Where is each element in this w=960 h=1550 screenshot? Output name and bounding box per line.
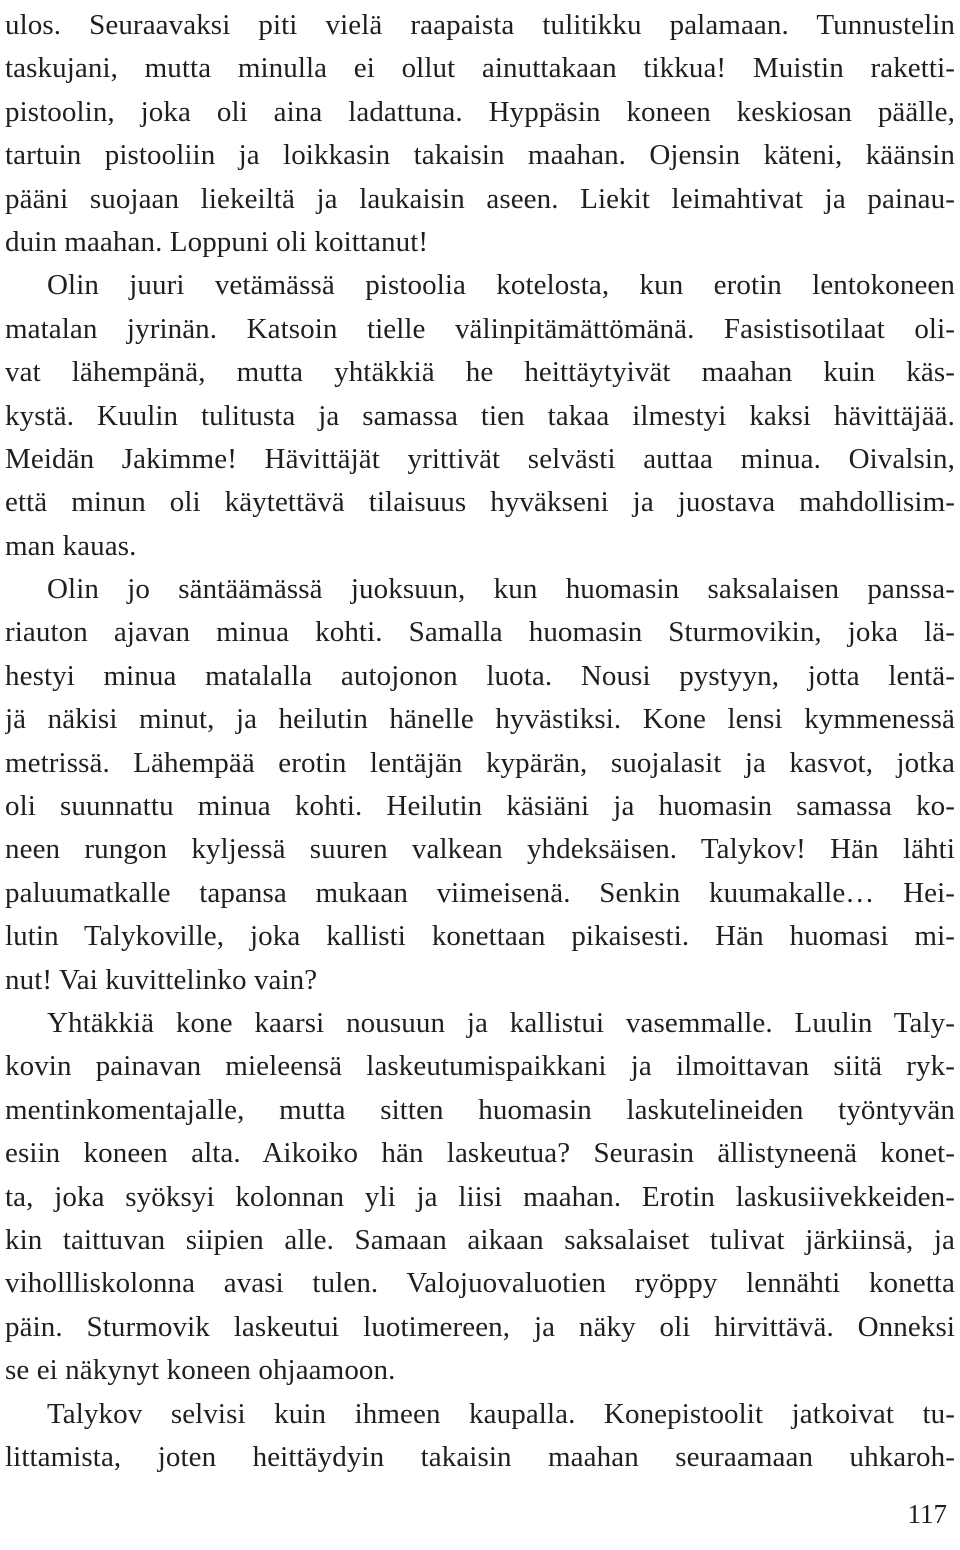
text-line: päin. Sturmovik laskeutui luotimereen, ja näky oli hirvittävä. Onneksi <box>5 1310 955 1343</box>
text-line: esiin koneen alta. Aikoiko hän laskeutua? Seurasin ällistyneenä konet- <box>5 1137 955 1170</box>
body-text <box>5 4 955 1479</box>
text-line: kovin painavan mieleensä laskeutumispaikkani ja ilmoittavan siitä ryk- <box>5 1050 955 1083</box>
text-line: ulos. Seuraavaksi piti vielä raapaista tulitikku palamaan. Tunnustelin <box>5 9 955 41</box>
text-line: nut! Vai kuvittelinko vain? <box>5 963 318 996</box>
text-line: kin taittuvan siipien alle. Samaan aikaan saksalaiset tulivat järkiinsä, ja <box>5 1223 955 1256</box>
text-line: hestyi minua matalalla autojonon luota. Nousi pystyyn, jotta lentä- <box>5 659 955 692</box>
text-line: pistoolin, joka oli aina ladattuna. Hyppäsin koneen keskiosan päälle, <box>5 95 955 128</box>
text-line: man kauas. <box>5 529 137 562</box>
text-line: tartuin pistooliin ja loikkasin takaisin maahan. Ojensin käteni, käänsin <box>5 139 955 172</box>
text-line: Talykov selvisi kuin ihmeen kaupalla. Konepistoolit jatkoivat tu- <box>47 1397 955 1430</box>
text-line: ta, joka syöksyi kolonnan yli ja liisi maahan. Erotin laskusiivekkeiden- <box>5 1180 955 1213</box>
text-line: mentinkomentajalle, mutta sitten huomasin laskutelineiden työntyvän <box>5 1093 955 1126</box>
text-line: Olin juuri vetämässä pistoolia kotelosta, kun erotin lentokoneen <box>47 269 955 302</box>
text-line: Meidän Jakimme! Hävittäjät yrittivät selvästi auttaa minua. Oivalsin, <box>5 442 955 475</box>
text-line: vat lähempänä, mutta yhtäkkiä he heittäytyivät maahan kuin käs- <box>5 356 955 389</box>
text-line: metrissä. Lähempää erotin lentäjän kypärän, suojalasit ja kasvot, jotka <box>5 746 955 779</box>
text-line: riauton ajavan minua kohti. Samalla huomasin Sturmovikin, joka lä- <box>5 616 955 649</box>
text-line: Yhtäkkiä kone kaarsi nousuun ja kallistui vasemmalle. Luulin Taly- <box>47 1006 955 1039</box>
text-line: että minun oli käytettävä tilaisuus hyväkseni ja juostava mahdollisim- <box>5 486 955 519</box>
text-line: jä näkisi minut, ja heilutin hänelle hyvästiksi. Kone lensi kymmenessä <box>5 703 955 736</box>
text-line: vihollliskolonna avasi tulen. Valojuovaluotien ryöppy lennähti konetta <box>5 1267 955 1300</box>
text-line: se ei näkynyt koneen ohjaamoon. <box>5 1354 396 1387</box>
text-line: matalan jyrinän. Katsoin tielle välinpitämättömänä. Fasistisotilaat oli- <box>5 312 955 345</box>
text-line: lutin Talykoville, joka kallisti konettaan pikaisesti. Hän huomasi mi- <box>5 920 955 953</box>
text-line: kystä. Kuulin tulitusta ja samassa tien takaa ilmestyi kaksi hävittäjää. <box>5 399 955 432</box>
text-line: pääni suojaan liekeiltä ja laukaisin aseen. Liekit leimahtivat ja painau- <box>5 182 955 215</box>
text-line: paluumatkalle tapansa mukaan viimeisenä. Senkin kuumakalle… Hei- <box>5 876 955 909</box>
page-number: 117 <box>907 1499 947 1529</box>
text-line: taskujani, mutta minulla ei ollut ainuttakaan tikkua! Muistin raketti- <box>5 52 955 85</box>
text-line: Olin jo säntäämässä juoksuun, kun huomasin saksalaisen panssa- <box>47 573 955 606</box>
text-line: duin maahan. Loppuni oli koittanut! <box>5 225 429 258</box>
text-line: littamista, joten heittäydyin takaisin maahan seuraamaan uhkaroh- <box>5 1440 955 1473</box>
text-line: neen rungon kyljessä suuren valkean yhdeksäisen. Talykov! Hän lähti <box>5 833 955 866</box>
text-line: oli suunnattu minua kohti. Heilutin käsiäni ja huomasin samassa ko- <box>5 790 955 823</box>
